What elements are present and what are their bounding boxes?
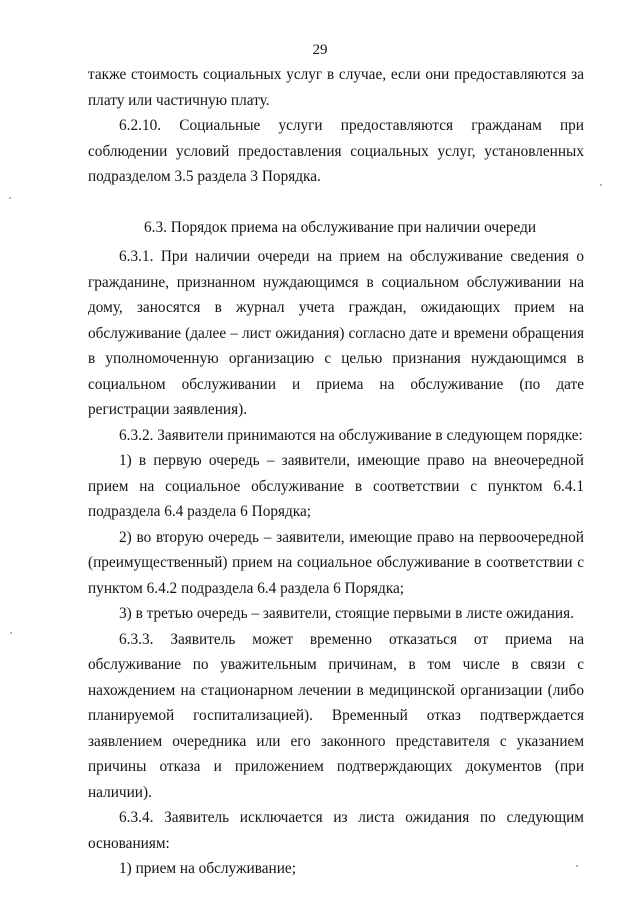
paragraph-continuation: также стоимость социальных услуг в случае, если они предоставляются за плату или частичную плату. xyxy=(88,66,584,109)
list-item-third-queue: 3) в третью очередь – заявители, стоящие первыми в листе ожидания. xyxy=(119,605,574,622)
paragraph-6-3-4: 6.3.4. Заявитель исключается из листа ожидания по следующим основаниям: xyxy=(88,809,584,852)
list-item-admission: 1) прием на обслуживание; xyxy=(119,860,296,877)
paragraph-6-3-1: 6.3.1. При наличии очереди на прием на обслуживание сведения о гражданине, признанном нуждающимся в социальном обслуживании на дому, заносятся в журнал учета граждан, ожидающих прием на обслуживание (далее – лист ожидания) согласно дате и времени обращения в уполномоченную организацию с целью признания нуждающимся в социальном обслуживании и приема на обслуживание (по дате регистрации заявления). xyxy=(88,248,584,418)
scan-speck xyxy=(10,632,12,634)
list-item-first-queue: 1) в первую очередь – заявители, имеющие право на внеочередной прием на социальное обслуживание в соответствии с пунктом 6.4.1 подраздела 6.4 раздела 6 Порядка; xyxy=(88,452,584,520)
scan-speck xyxy=(600,184,602,186)
document-body xyxy=(88,62,584,882)
scan-speck xyxy=(9,197,11,199)
page-number: 29 xyxy=(312,42,328,58)
list-item-second-queue: 2) во вторую очередь – заявители, имеющие право на первоочередной (преимущественный) прием на социальное обслуживание в соответствии с пунктом 6.4.2 подраздела 6.4 раздела 6 Порядка; xyxy=(88,528,584,597)
scan-speck xyxy=(576,865,578,867)
paragraph-6-3-3: 6.3.3. Заявитель может временно отказаться от приема на обслуживание по уважительным причинам, в том числе в связи с нахождением на стационарном лечении в медицинской организации (либо планируемой госпитализацией). Временный отказ подтверждается заявлением очередника или его законного представителя с указанием причины отказа и приложением подтверждающих документов (при наличии). xyxy=(88,630,584,801)
section-heading-6-3: 6.3. Порядок приема на обслуживание при наличии очереди xyxy=(144,218,537,236)
paragraph-6-2-10: 6.2.10. Социальные услуги предоставляются гражданам при соблюдении условий предоставления социальных услуг, установленных подразделом 3.5 раздела 3 Порядка. xyxy=(88,117,584,185)
paragraph-6-3-2: 6.3.2. Заявители принимаются на обслуживание в следующем порядке: xyxy=(119,426,583,444)
